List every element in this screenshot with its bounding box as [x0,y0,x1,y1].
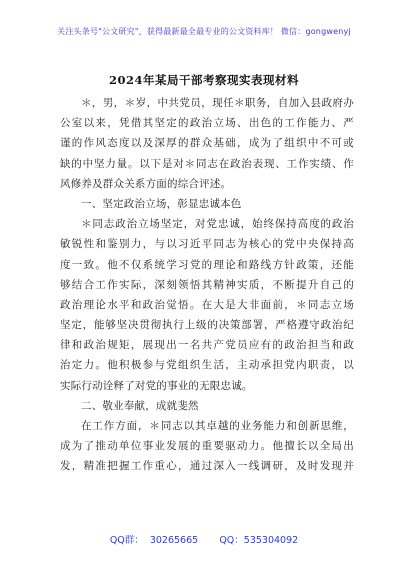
body-line: ＊，男，＊岁，中共党员，现任＊职务，自加入县政府办 [81,97,354,109]
body-line: ＊同志政治立场坚定，对党忠诚，始终保持高度的政治 [81,218,354,231]
body-line: 实际行动诠释了对党的事业的无限忠诚。 [60,379,253,392]
footer-contact: QQ群： 30265665 QQ：535304092 [109,535,299,546]
body-line: 公室以来，凭借其坚定的政治立场、出色的工作能力、严 [60,117,354,130]
header-banner: 关注头条号"公文研究"，获得最新最全最专业的公文资料库！ 微信：gongwenyj [57,27,351,36]
body-line: 度一致。他不仅系统学习党的理论和路线方针政策，还能 [60,258,354,271]
document-title: 2024年某局干部考察现实表现材料 [108,73,299,87]
document-body [60,93,354,477]
body-line: 治定力。他积极参与党组织生活，主动承担党内职责，以 [60,359,354,372]
body-line: 发，精准把握工作重心，通过深入一线调研，及时发现并 [60,460,354,473]
section-heading: 一、坚定政治立场，彰显忠诚本色 [81,197,242,210]
body-line: 律和政治规矩，展现出一名共产党员应有的政治担当和政 [60,339,354,352]
body-line: 政治理论水平和政治觉悟。在大是大非面前，＊同志立场 [60,298,354,311]
body-line: 成为了推动单位事业发展的重要驱动力。他擅长以全局出 [60,440,354,453]
section-heading: 二、敬业奉献，成就斐然 [81,399,199,412]
body-line: 风修养及群众关系方面的综合评述。 [60,177,232,190]
body-line: 谨的作风态度以及深厚的群众基础，成为了组织中不可或 [60,137,354,150]
body-line: 坚定，能够坚决贯彻执行上级的决策部署，严格遵守政治纪 [60,319,354,332]
body-line: 敏锐性和鉴别力，与以习近平同志为核心的党中央保持高 [60,238,354,251]
body-line: 缺的中坚力量。以下是对＊同志在政治表现、工作实绩、作 [60,157,354,170]
body-line: 在工作方面，＊同志以其卓越的业务能力和创新思维， [81,420,354,432]
body-line: 够结合工作实际，深刻领悟其精神实质，不断提升自己的 [60,278,354,291]
